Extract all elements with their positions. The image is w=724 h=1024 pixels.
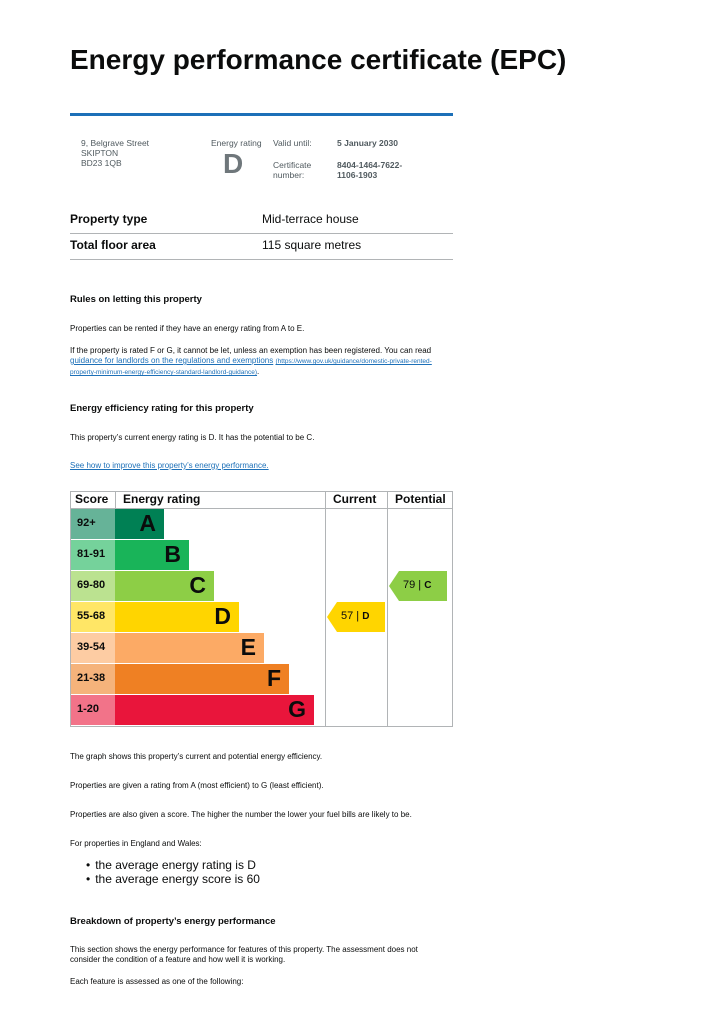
current-rating-arrow [327, 602, 385, 632]
potential-letter: C [424, 580, 432, 591]
band-range-text: 81-91 [77, 548, 106, 560]
score-header: Score [75, 492, 109, 506]
rating-explanation: Properties are given a rating from A (most efficient) to G (least efficient). [70, 781, 324, 790]
page-title: Energy performance certificate (EPC) [70, 44, 567, 75]
band-letter: B [164, 541, 181, 567]
average-list [86, 858, 260, 886]
cert-label-line: Certificate [273, 160, 312, 170]
valid-until-value: 5 January 2030 [337, 138, 398, 148]
band-letter: G [288, 696, 306, 722]
graph-explanation: The graph shows this property’s current and potential energy efficiency. [70, 752, 323, 761]
rules-text: If the property is rated F or G, it cannot be let, unless an exemption has been registered. You can read [70, 346, 432, 355]
property-type-value: Mid-terrace house [262, 212, 359, 226]
property-type-row [70, 207, 453, 234]
band-bar-b [115, 540, 189, 570]
current-header: Current [333, 492, 377, 506]
band-bar-a [115, 509, 164, 539]
band-bar-e [115, 633, 264, 663]
cert-value-line: 1106-1903 [337, 170, 378, 180]
potential-header: Potential [395, 492, 446, 506]
potential-score: 79 | [403, 579, 422, 591]
list-item: • the average energy score is 60 [86, 872, 260, 886]
address-line: SKIPTON [81, 148, 119, 158]
rules-heading: Rules on letting this property [70, 294, 202, 305]
epc-rating-chart [70, 491, 453, 727]
potential-arrow-label [403, 579, 431, 591]
certificate-number-value [337, 160, 427, 180]
potential-rating-arrow [389, 571, 447, 601]
breakdown-paragraph-2: Each feature is assessed as one of the following: [70, 977, 244, 986]
breakdown-paragraph-1: This section shows the energy performance for features of this property. The assessment does not consider the condition of a feature and how well it is working. [70, 945, 418, 964]
rules-paragraph-2 [70, 346, 455, 378]
efficiency-paragraph: This property’s current energy rating is D. It has the potential to be C. [70, 433, 315, 442]
band-letter: E [240, 634, 256, 660]
band-range-text: 1-20 [77, 703, 100, 715]
score-explanation: Properties are also given a score. The higher the number the lower your fuel bills are likely to be. [70, 810, 412, 819]
band-range-text: 39-54 [77, 641, 106, 653]
current-score: 57 | [341, 610, 360, 622]
band-range-text: 92+ [77, 517, 96, 529]
efficiency-heading: Energy efficiency rating for this property [70, 403, 254, 414]
column-divider [387, 491, 388, 727]
valid-until-label: Valid until: [273, 138, 312, 148]
band-score-label [71, 571, 115, 601]
band-bar-f [115, 664, 289, 694]
property-address [81, 138, 149, 168]
band-score-label [71, 695, 115, 725]
band-letter: D [214, 603, 231, 629]
band-score-label [71, 509, 115, 539]
current-arrow-label [341, 610, 369, 622]
band-letter: F [266, 665, 281, 691]
floor-area-row [70, 233, 453, 260]
floor-area-value: 115 square metres [262, 238, 362, 252]
rules-suffix: . [257, 367, 260, 376]
current-letter: D [362, 611, 370, 622]
column-divider [115, 491, 116, 509]
band-range-text: 69-80 [77, 579, 106, 591]
band-score-label [71, 602, 115, 632]
rating-header: Energy rating [123, 492, 201, 506]
band-range-text: 21-38 [77, 672, 106, 684]
breakdown-heading: Breakdown of property’s energy performance [70, 916, 276, 927]
column-divider [325, 491, 326, 727]
floor-area-key: Total floor area [70, 238, 156, 252]
england-wales-intro: For properties in England and Wales: [70, 839, 202, 848]
address-line: BD23 1QB [81, 158, 122, 168]
landlord-guidance-url[interactable]: (https://www.gov.uk/guidance/domestic-private-rented-property-minimum-energy-efficiency-standard-landlord-guidance) [70, 358, 432, 376]
band-bar-d [115, 602, 239, 632]
band-letter: A [139, 510, 156, 536]
cert-label-line: number: [273, 170, 305, 180]
band-score-label [71, 664, 115, 694]
list-item: • the average energy rating is D [86, 858, 260, 872]
landlord-guidance-link[interactable]: guidance for landlords on the regulations and exemptions [70, 356, 274, 365]
improve-performance-link[interactable]: See how to improve this property’s energy performance. [70, 461, 269, 470]
energy-rating-letter: D [223, 148, 244, 179]
cert-value-line: 8404-1464-7622- [337, 160, 403, 170]
band-bar-g [115, 695, 314, 725]
band-score-label [71, 540, 115, 570]
band-letter: C [189, 572, 206, 598]
band-score-label [71, 633, 115, 663]
title-divider [70, 113, 453, 116]
address-line: 9, Belgrave Street [81, 138, 150, 148]
improve-link-wrap [70, 461, 450, 471]
certificate-number-label [273, 160, 311, 180]
property-type-key: Property type [70, 212, 148, 226]
rules-paragraph-1: Properties can be rented if they have an energy rating from A to E. [70, 324, 305, 333]
energy-rating-label: Energy rating [211, 138, 262, 148]
band-range-text: 55-68 [77, 610, 106, 622]
band-bar-c [115, 571, 214, 601]
